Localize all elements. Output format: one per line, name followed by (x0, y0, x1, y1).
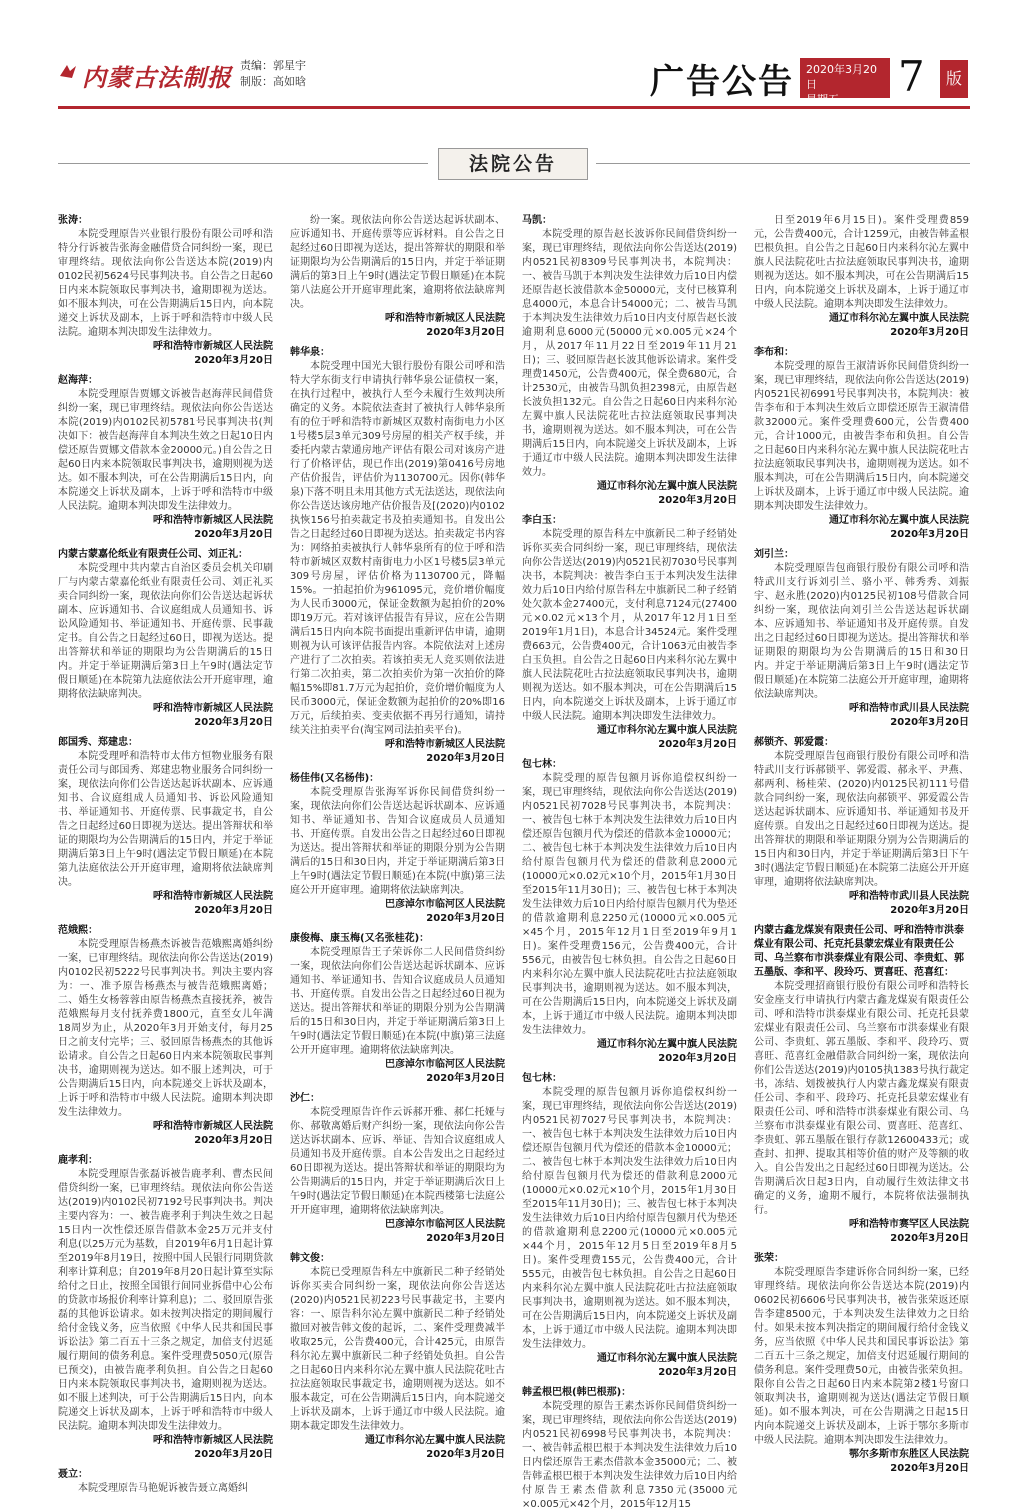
notice-date: 2020年3月20日 (426, 913, 505, 924)
notice-recipient: 郎国秀、郑建忠： (58, 737, 138, 748)
notice-date: 2020年3月20日 (426, 1449, 505, 1460)
notice-body: 本院受理原告包商银行股份有限公司呼和浩特武川支行诉刘引兰、骆小平、韩秀秀、刘振宇、赵永胜(2020)内0125民初108号借款合同纠纷一案，现依法向刘引兰公告送达起诉状副本、应诉通知书、举证通知书及开庭传票。自发出之日起经过60日即视为送达。提出答辩状和举证期限的期限均为公告期满后的15日和30日内。并定于举证期满后第3日上午9时(遇法定节假日顺延)在本院第二法庭公开开庭审理，逾期将依法缺席判决。 (754, 563, 969, 700)
notice-recipient: 李布和： (754, 347, 794, 358)
notice-body: 本院受理的原告包额月诉你追偿权纠纷一案，现已审理终结，现依法向你公告送达(2019)内0521民初7028号民事判决书，本院判决：一、被告包七林于本判决发生法律效力后10日内偿还原告包额月代为偿还的借款本金10000元；二、被告包七林于本判决发生法律效力后10日内给付原告包额月代为偿还的借款利息2000元(10000元×0.02元×10个月，2015年1月30日至2015年11月30日)；三、被告包七林于本判决发生法律效力后10日内给付原告包额月代为垫还的借款逾期利息2250元(10000元×0.005元×45个月，2015年12月1日至2019年9月1日)。案件受理费156元，公告费400元，合计556元，由被告包七林负担。自公告之日起60日内来科尔沁左翼中旗人民法院花吐古拉法庭领取民事判决书，逾期则视为送达。如不服本判决，可在公告期满后15日内，向本院递交上诉状及副本，上诉于通辽市中级人民法院。逾期本判决即发生法律效力。 (522, 773, 737, 1036)
issue-date-box (800, 58, 890, 106)
notice-recipient: 包七林： (522, 1073, 562, 1084)
editor-name: 责编：郭星宇 (240, 59, 306, 72)
notice-recipient: 包七林： (522, 759, 562, 770)
notice-recipient: 郝锁齐、郭爱霞： (754, 737, 834, 748)
notice-body: 本院受理的原告科左中旗新民二种子经销处诉你买卖合同纠纷一案，现已审理终结，现依法向你公告送达(2019)内0521民初7030号民事判决书，本院判决：被告李白玉于本判决发生法律效力后10日内给付原告科左中旗新民二种子经销处欠款本金27400元，支付利息7124元(27400元×0.02元×13个月，从2017年12月1日至2019年1月1日)，本息合计34524元。案件受理费663元，公告费400元，合计1063元由被告李白玉负担。自公告之日起60日内来科尔沁左翼中旗人民法院花吐古拉法庭领取民事判决书，逾期则视为送达。如不服本判决，可在公告期满后15日内，向本院递交上诉状及副本，上诉于通辽市中级人民法院。逾期本判决即发生法律效力。 (522, 529, 737, 722)
column-1 (58, 214, 273, 1494)
court-notice (290, 346, 505, 766)
notice-date: 2020年3月20日 (658, 1053, 737, 1064)
court-notice (522, 1386, 737, 1512)
notice-date: 2020年3月20日 (890, 327, 969, 338)
notice-recipient: 韩华泉： (290, 347, 330, 358)
notice-date: 2020年3月20日 (890, 905, 969, 916)
court-notice (58, 374, 273, 542)
editor-credits (240, 58, 306, 90)
notice-date: 2020年3月20日 (658, 495, 737, 506)
notice-date: 2020年3月20日 (426, 753, 505, 764)
notice-recipient: 聂立： (58, 1469, 88, 1480)
court-notice (522, 514, 737, 752)
notice-recipient: 刘引兰： (754, 549, 794, 560)
court-notice (58, 548, 273, 730)
notice-recipient: 马凯： (522, 215, 552, 226)
issuing-court: 通辽市科尔沁左翼中旗人民法院 (597, 1353, 737, 1364)
issuing-court: 巴彦淖尔市临河区人民法院 (385, 899, 505, 910)
issuing-court: 鄂尔多斯市东胜区人民法院 (849, 1449, 969, 1460)
notice-recipient: 康俊梅、康玉梅(又名张桂花)： (290, 933, 430, 944)
notice-recipient: 张涛： (58, 215, 88, 226)
notice-body: 本院受理原告张磊诉被告鹿孝利、曹杰民间借贷纠纷一案，已审理终结。现依法向你公告送达(2019)内0102民初7192号民事判决书。判决主要内容为：一、被告鹿孝利于判决生效之日起15日内一次性偿还原告借款本金25万元并支付利息(以25万元为基数，自2019年6月1日起计算至2019年8月19日，按照中国人民银行同期贷款利率计算利息；自2019年8月20日起计算至实际给付之日止，按照全国银行间同业拆借中心公布的贷款市场报价利率计算利息)；二、驳回原告张磊的其他诉讼请求。如未按判决指定的期间履行给付金钱义务，应当依照《中华人民共和国民事诉讼法》第二百五十三条之规定，加倍支付迟延履行期间的债务利息。案件受理费5050元(原告已预交)，由被告鹿孝利负担。自公告之日起60日内来本院领取民事判决书，逾期则视为送达。如不服上述判决，可于公告期满后15日内，向本院递交上诉状及副本，上诉于呼和浩特市中级人民法院。逾期本判决即发生法律效力。 (58, 1169, 273, 1432)
issuing-court: 呼和浩特市新城区人民法院 (153, 515, 273, 526)
notice-date: 2020年3月20日 (194, 1449, 273, 1460)
notice-body: 本院受理的原告赵长波诉你民间借贷纠纷一案，现已审理终结，现依法向你公告送达(2019)内0521民初8309号民事判决书，本院判决：一、被告马凯于本判决发生法律效力后10日内偿还原告赵长波借款本金50000元，支付已核算利息4000元，本息合计54000元；二、被告马凯于本判决发生法律效力后10日内支付原告赵长波逾期利息6000元(50000元×0.005元×24个月，从2017年11月22日至2019年11月21日)；三、驳回原告赵长波其他诉讼请求。案件受理费1450元，公告费400元，保全费680元，合计2530元，由被告马凯负担2398元，由原告赵长波负担132元。自公告之日起60日内来科尔沁左翼中旗人民法院花吐古拉法庭领取民事判决书，逾期则视为送达。如不服本判决，可在公告期满后15日内，向本院递交上诉状及副本，上诉于通辽市中级人民法院。逾期本判决即发生法律效力。 (522, 229, 737, 478)
column-4 (754, 214, 969, 1476)
court-notice (290, 1252, 505, 1462)
notice-body: 本院受理中国光大银行股份有限公司呼和浩特大学东街支行申请执行韩华泉公证债权一案，在执行过程中，被执行人至今未履行生效判决所确定的义务。本院依法查封了被执行人韩华泉所有的位于呼和浩特市新城区双数村南街电力小区1号楼5层3单元309号房屋的相关产权手续，并委托内蒙古蒙通房地产评估有限公司对该房产进行了价格评估，现已作出(2019)第0416号房地产估价报告，评估价为1130700元。因你(韩华泉)下落不明且未用其他方式无法送达，现依法向你公告送达该房地产估价报告及[(2020)内0102执恢156号拍卖裁定书及拍卖通知书。自发出公告之日起经过60日即视为送达。拍卖裁定书内容为：网络拍卖被执行人韩华泉所有的位于呼和浩特市新城区双数村南街电力小区1号楼5层3单元309号房屋，评估价格为1130700元，降幅15%。一拍起拍价为961095元，竞价增价幅度为人民币3000元，保证金数额为起拍价的20%即19万元。若对该评估报告有异议，应在公告期满后15日内向本院书面提出重新评估申请，逾期则视为认可该评估报告内容。本院依法对上述房产进行了二次拍卖。若该拍卖无人竞买则依法进行第二次拍卖，第二次拍卖价为第一次拍价的降幅15%即81.7万元为起拍价，竞价增价幅度为人民币3000元，保证金数额为起拍价的20%即16万元，后续拍卖、变卖依据不再另行通知，请持续关注拍卖平台(淘宝网司法拍卖平台)。 (290, 361, 505, 736)
notice-recipient: 鹿孝利： (58, 1155, 98, 1166)
notice-recipient: 韩文俊： (290, 1253, 330, 1264)
notice-body: 本院受理招商银行股份有限公司呼和浩特长安金座支行申请执行内蒙古鑫龙煤炭有限责任公司、呼和浩特市洪泰煤业有限公司、托克托县蒙宏煤业有限责任公司、乌兰察布市洪泰煤业有限公司、李贵虹、郭五墨版、李和平、段玲巧、贾喜旺、范喜红金融借款合同纠纷一案，现依法向你们公告送达(2019)内0105执1383号执行裁定书，冻结、划拨被执行人内蒙古鑫龙煤炭有限责任公司、李和平、段玲巧、托克托县蒙宏煤业有限责任公司、呼和浩特市洪泰煤业有限公司、乌兰察布市洪泰煤业有限公司、贾喜旺、范喜红、李贵虹、郭五墨版在银行存款12600433元；或查封、扣押、提取其相等价值的财产及等额的收入。自公告发出之日起经过60日即视为送达。公告期满后次日起3日内，自动履行生效法律文书确定的义务，逾期不履行，本院将依法强制执行。 (754, 981, 969, 1216)
issuing-court: 呼和浩特市新城区人民法院 (153, 1121, 273, 1132)
issuing-court: 呼和浩特市赛罕区人民法院 (849, 1219, 969, 1230)
notice-recipient: 张荣： (754, 1253, 784, 1264)
notice-date: 2020年3月20日 (890, 717, 969, 728)
section-title: 广告公告 (650, 62, 794, 102)
notice-date: 2020年3月20日 (426, 327, 505, 338)
issue-weekday: 星期五 (806, 93, 839, 106)
notice-body: 本院受理原告贾娜文诉被告赵海萍民间借贷纠纷一案，现已审理终结。现依法向你公告送达本院(2019)内0102民初5781号民事判决书(判决如下：被告赵海萍自本判决生效之日起10日内偿还原告贾娜文借款本金20000元。)自公告之日起60日内来本院领取民事判决书，逾期则视为送达。如不服本判决，可在公告期满后15日内，向本院递交上诉状及副本，上诉于呼和浩特市中级人民法院。逾期本判决即发生法律效力。 (58, 389, 273, 512)
notice-recipient: 杨佳伟(又名杨伟)： (290, 773, 380, 784)
court-notice (290, 1092, 505, 1246)
issuing-court: 通辽市科尔沁左翼中旗人民法院 (829, 313, 969, 324)
court-notice (754, 1252, 969, 1476)
notice-body: 本院已受理原告科左中旗新民二种子经销处诉你买卖合同纠纷一案，现依法向你公告送达(2020)内0521民初223号民事裁定书，主要内容：一、原告科尔沁左翼中旗新民二种子经销处撤回对被告韩文俊的起诉，二、案件受理费减半收取25元，公告费400元，合计425元，由原告科尔沁左翼中旗新民二种子经销处负担。自公告之日起60日内来科尔沁左翼中旗人民法院花吐古拉法庭领取民事裁定书，逾期则视为送达。如不服本裁定，可在公告期满后15日内，向本院递交上诉状及副本，上诉于通辽市中级人民法院。逾期本裁定即发生法律效力。 (290, 1267, 505, 1432)
issuing-court: 呼和浩特市武川县人民法院 (849, 891, 969, 902)
court-notice (58, 1468, 273, 1496)
court-notice (522, 758, 737, 1066)
notice-recipient: 李白玉： (522, 515, 562, 526)
notice-recipient: 范娥熙： (58, 925, 98, 936)
court-notice (754, 736, 969, 918)
column-2 (290, 214, 505, 1476)
court-notice (58, 214, 273, 368)
issuing-court: 巴彦淖尔市临河区人民法院 (385, 1059, 505, 1070)
notice-body: 本院受理原告王子荣诉你二人民间借贷纠纷一案，现依法向你们公告送达起诉状副本、应诉通知书、举证通知书、告知合议庭成员人员通知书、开庭传票。自发出公告之日起经过60日视为送达。提出答辩状和举证的期限分别为公告期满后的15日和30日内，并定于举证期满后第3日上午9时(遇法定节假日顺延)在本院(中旗)第三法庭公开开庭审理。逾期将依法缺席判决。 (290, 947, 505, 1056)
court-notice (290, 772, 505, 926)
banner-rule-right (596, 163, 970, 164)
issuing-court: 通辽市科尔沁左翼中旗人民法院 (597, 481, 737, 492)
production-name: 制版：高如晗 (240, 75, 306, 88)
court-notice (58, 924, 273, 1148)
notice-body: 本院受理的原告包额月诉你追偿权纠纷一案，现已审理终结，现依法向你公告送达(2019)内0521民初7027号民事判决书，本院判决：一、被告包七林于本判决发生法律效力后10日内偿还原告包额月代为偿还的借款本金10000元；二、被告包七林于本判决发生法律效力后10日内给付原告包额月代为偿还的借款利息2000元(10000元×0.02元×10个月，2015年1月30日至2015年11月30日)；三、被告包七林于本判决发生法律效力后10日内给付原告包额月代为垫还的借款逾期利息2200元(10000元×0.005元×44个月，2015年12月5日至2019年8月5日)。案件受理费155元，公告费400元，合计555元，由被告包七林负担。自公告之日起60日内来科尔沁左翼中旗人民法院花吐古拉法庭领取民事判决书，逾期则视为送达。如不服本判决，可在公告期满后15日内，向本院递交上诉状及副本，上诉于通辽市中级人民法院。逾期本判决即发生法律效力。 (522, 1087, 737, 1350)
court-notice (754, 548, 969, 730)
page-number: 7 (898, 52, 925, 101)
notice-body: 本院受理中共内蒙古自治区委员会机关印刷厂与内蒙古蒙嘉伦纸业有限责任公司、刘正礼买卖合同纠纷一案，现依法向你们公告送达起诉状副本、应诉通知书、合议庭组成人员通知书、诉讼风险通知书、举证通知书、开庭传票、民事裁定书。自公告之日起经过60日，即视为送达。提出答辩状和举证的期限均为公告期满后的15日内。并定于举证期满后第3日上午9时(遇法定节假日顺延)在本院第九法庭依法公开开庭审理，逾期将依法缺席判决。 (58, 563, 273, 700)
notice-date: 2020年3月20日 (658, 739, 737, 750)
notice-date: 2020年3月20日 (890, 1463, 969, 1474)
notice-body: 本院受理呼和浩特市太伟方恒物业服务有限责任公司与郎国秀、郑建忠物业服务合同纠纷一案，现依法向你们公告送达起诉状副本、应诉通知书、合议庭组成人员通知书、诉讼风险通知书、举证通知书、开庭传票、民事裁定书，自公告之日起经过60日即视为送达。提出答辩状和举证的期限均为公告期满后的15日内，并定于举证期满后第3日上午9时(遇法定节假日顺延)在本院第九法庭依法公开开庭审理，逾期将依法缺席判决。 (58, 751, 273, 888)
notice-body: 本院受理原告李建诉你合同纠纷一案，已经审理终结。现依法向你公告送达本院(2019)内0602民初6606号民事判决书，被告张荣返还原告李建8500元，于本判决发生法律效力之日给付。如果未按本判决指定的期间履行给付金钱义务，应当依照《中华人民共和国民事诉讼法》第二百五十三条之规定，加倍支付迟延履行期间的债务利息。案件受理费50元，由被告张荣负担。限你自公告之日起60日内来本院第2楼1号窗口领取判决书，逾期则视为送达(遇法定节假日顺延)。如不服本判决，可在公告期满之日起15日内向本院递交上诉状及副本，上诉于鄂尔多斯市中级人民法院。逾期本判决即发生法律效力。 (754, 1267, 969, 1446)
notice-date: 2020年3月20日 (890, 1233, 969, 1244)
page-label: 版 (940, 60, 968, 98)
court-notice (290, 214, 505, 340)
issue-date: 2020年3月20日 (806, 63, 877, 91)
notice-date: 2020年3月20日 (194, 905, 273, 916)
notice-date: 2020年3月20日 (890, 529, 969, 540)
newspaper-logo-icon (58, 62, 78, 82)
column-3 (522, 214, 737, 1510)
notice-body: 本院受理原告杨燕杰诉被告范娥熙离婚纠纷一案，已审理终结。现依法向你公告送达(2019)内0102民初5222号民事判决书。判决主要内容为：一、准予原告杨燕杰与被告范娥熙离婚；二、婚生女杨蓉蓉由原告杨燕杰直接抚养，被告范娥熙每月支付抚养费1800元，直至女儿年满18周岁为止，从2020年3月开始支付，每月25日之前支付完毕；三、驳回原告杨燕杰的其他诉讼请求。自公告之日起60日内来本院领取民事判决书，逾期则视为送达。如不服上述判决，可于公告期满后15日内，向本院递交上诉状及副本，上诉于呼和浩特市中级人民法院。逾期本判决即发生法律效力。 (58, 939, 273, 1118)
notice-date: 2020年3月20日 (658, 1367, 737, 1378)
notice-date: 2020年3月20日 (194, 717, 273, 728)
court-notice (58, 1154, 273, 1462)
notice-columns (58, 214, 970, 1510)
notice-body: 本院受理原告张海军诉你民间借贷纠纷一案，现依法向你们公告送达起诉状副本、应诉通知书、举证通知书、告知合议庭成员人员通知书、开庭传票。自发出公告之日起经过60日即视为送达。提出答辩状和举证的期限分别为公告期满后的15日和30日内，并定于举证期满后第3日上午9时(遇法定节假日顺延)在本院(中旗)第三法庭公开开庭审理。逾期将依法缺席判决。 (290, 787, 505, 896)
issuing-court: 通辽市科尔沁左翼中旗人民法院 (829, 515, 969, 526)
notice-date: 2020年3月20日 (194, 529, 273, 540)
court-notice (58, 736, 273, 918)
section-banner: 法院公告 (438, 148, 588, 180)
notice-date: 2020年3月20日 (426, 1073, 505, 1084)
newspaper-logo: 内蒙古法制报 (82, 63, 232, 92)
issuing-court: 呼和浩特市新城区人民法院 (385, 313, 505, 324)
court-notice (754, 214, 969, 340)
banner-rule-left (58, 163, 428, 164)
notice-recipient: 韩孟根巴根(韩巴根那)： (522, 1387, 632, 1398)
issuing-court: 巴彦淖尔市临河区人民法院 (385, 1219, 505, 1230)
notice-body: 本院受理的原告王素杰诉你民间借贷纠纷一案，现已审理终结，现依法向你公告送达(2019)内0521民初6998号民事判决书，本院判决：一、被告韩孟根巴根于本判决发生法律效力后10日内偿还原告王素杰借款本金35000元；二、被告韩孟根巴根于本判决发生法律效力后10日内给付原告王素杰借款利息7350元(35000元×0.005元×42个月，2015年12月15 (522, 1401, 737, 1510)
court-notice (522, 214, 737, 508)
notice-recipient: 内蒙古蒙嘉伦纸业有限责任公司、刘正礼： (58, 549, 248, 560)
notice-body: 本院受理原告包商银行股份有限公司呼和浩特武川支行诉郝锁平、郭爱霞、郝永平、尹燕、郝两利、杨桂荣、(2020)内0125民初111号借款合同纠纷一案，现依法向郝锁平、郭爱霞公告送达起诉状副本、应诉通知书、举证通知书及开庭传票。自发出之日起经过60日即视为送达。提出答辩状的期限和举证期限分别为公告期满后的15日内和30日内，并定于举证期满后第3日下午3时(遇法定节假日顺延)在本院第二法庭公开开庭审理，逾期将依法缺席判决。 (754, 751, 969, 888)
notice-body: 本院受理原告许作云诉郝开雅、郝仁托娅与你、郝敬离婚后财产纠纷一案，现依法向你公告送达诉状副本、应诉、举证、告知合议庭组成人员通知书及开庭传票。自本公告发出之日起经过60日即视为送达。提出答辩状和举证的期限均为公告期满后的15日内，并定于举证期满后次日上午9时(遇法定节假日顺延)在本院西楼第七法庭公开开庭审理，逾期将依法缺席判决。 (290, 1107, 505, 1216)
notice-body: 本院受理原告马艳妮诉被告聂立离婚纠 (78, 1483, 248, 1494)
notice-date: 2020年3月20日 (194, 355, 273, 366)
issuing-court: 呼和浩特市新城区人民法院 (153, 341, 273, 352)
notice-body: 本院受理的原告王淑清诉你民间借贷纠纷一案，现已审理终结，现依法向你公告送达(2019)内0521民初6991号民事判决书，本院判决：被告李布和于本判决生效后立即偿还原告王淑清借款32000元。案件受理费600元，公告费400元，合计1000元，由被告李布和负担。自公告之日起60日内来科尔沁左翼中旗人民法院花吐古拉法庭领取民事判决书，逾期则视为送达。如不服本判决，可在公告期满后15日内，向本院递交上诉状及副本，上诉于通辽市中级人民法院。逾期本判决即发生法律效力。 (754, 361, 969, 512)
notice-date: 2020年3月20日 (194, 1135, 273, 1146)
notice-body: 日至2019年6月15日)。案件受理费859元，公告费400元，合计1259元，由被告韩孟根巴根负担。自公告之日起60日内来科尔沁左翼中旗人民法院花吐古拉法庭领取民事判决书，逾期则视为送达。如不服本判决，可在公告期满后15日内，向本院递交上诉状及副本，上诉于通辽市中级人民法院。逾期本判决即发生法律效力。 (754, 215, 969, 310)
notice-body: 本院受理原告兴业银行股份有限公司呼和浩特分行诉被告张海金融借贷合同纠纷一案，现已审理终结。现依法向你公告送达本院(2019)内0102民初5624号民事判决书。自公告之日起60日内来本院领取民事判决书，逾期即视为送达。如不服本判决，可在公告期满后15日内，向本院递交上诉状及副本，上诉于呼和浩特市中级人民法院。逾期本判决即发生法律效力。 (58, 229, 273, 338)
court-notice (290, 932, 505, 1086)
court-notice (522, 1072, 737, 1380)
issuing-court: 呼和浩特市新城区人民法院 (153, 703, 273, 714)
issuing-court: 呼和浩特市新城区人民法院 (153, 891, 273, 902)
notice-recipient: 内蒙古鑫龙煤炭有限责任公司、呼和浩特市洪泰煤业有限公司、托克托县蒙宏煤业有限责任公司、乌兰察布市洪泰煤业有限公司、李贵虹、郭五墨版、李和平、段玲巧、贾喜旺、范喜红： (754, 925, 964, 978)
issuing-court: 呼和浩特市武川县人民法院 (849, 703, 969, 714)
notice-recipient: 沙仁： (290, 1093, 320, 1104)
notice-body: 纷一案。现依法向你公告送达起诉状副本、应诉通知书、开庭传票等应诉材料。自公告之日起经过60日即视为送达，提出答辩状的期限和举证期限均为公告期满后的15日内，并定于举证期满后的第3日上午9时(遇法定节假日顺延)在本院第八法庭公开开庭审理此案，逾期将依法缺席判决。 (290, 215, 505, 310)
court-notice (754, 346, 969, 542)
issuing-court: 通辽市科尔沁左翼中旗人民法院 (597, 725, 737, 736)
court-notice (754, 924, 969, 1246)
issuing-court: 通辽市科尔沁左翼中旗人民法院 (597, 1039, 737, 1050)
issuing-court: 呼和浩特市新城区人民法院 (153, 1435, 273, 1446)
header-rule (58, 106, 970, 109)
issuing-court: 通辽市科尔沁左翼中旗人民法院 (365, 1435, 505, 1446)
issuing-court: 呼和浩特市新城区人民法院 (385, 739, 505, 750)
notice-recipient: 赵海萍： (58, 375, 98, 386)
notice-date: 2020年3月20日 (426, 1233, 505, 1244)
masthead (0, 0, 1024, 110)
